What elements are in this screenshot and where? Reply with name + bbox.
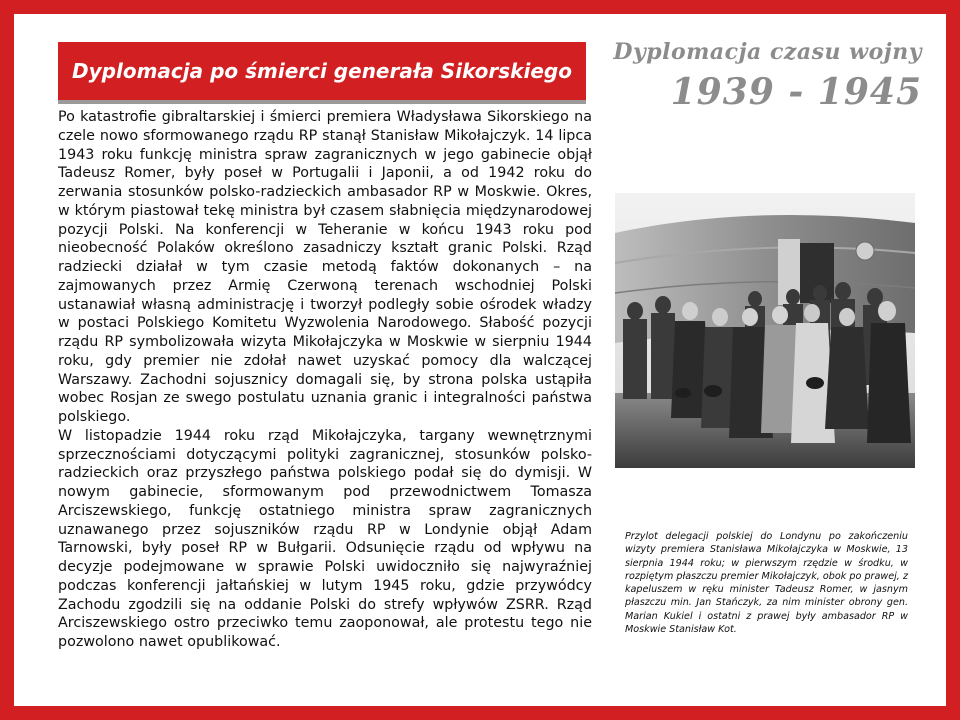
title-shadow xyxy=(58,100,586,104)
body-text xyxy=(58,108,592,652)
body-paragraph-1: Po katastrofie gibraltarskiej i śmierci premiera Władysława Sikorskiego na czele nowo sformowanego rządu RP stanął Stanisław Mikołajczyk. 14 lipca 1943 roku funkcję ministra spraw zagranicznych w jego gabinecie objął Tadeusz Romer, były poseł w Portugalii i Japonii, a od 1942 roku do zerwania stosunków polsko-radzieckich ambasador RP w Moskwie. Okres, w którym piastował tekę ministra był czasem słabnięcia międzynarodowej pozycji Polski. Na konferencji w Teheranie w końcu 1943 roku pod nieobecność Polaków określono zasadniczy kształt granic Polski. Rząd radziecki działał w tym czasie metodą faktów dokonanych – na zajmowanych przez Armię Czerwoną terenach wschodniej Polski ustanawiał własną administrację i tworzył podległy sobie ośrodek władzy w postaci Polskiego Komitetu Wyzwolenia Narodowego. Słabość pozycji rządu RP symbolizowała wizyta Mikołajczyka w Moskwie w sierpniu 1944 roku, gdy premier nie zdołał nawet uzyskać pomocy dla walczącej Warszawy. Zachodni sojusznicy domagali się, by strona polska ustąpiła wobec Rosjan ze swego postulatu uznania granic i integralności państwa polskiego. xyxy=(58,109,592,425)
slide-title: Dyplomacja po śmierci generała Sikorskiego xyxy=(58,42,586,100)
series-name: Dyplomacja czasu wojny xyxy=(613,39,922,65)
photo-caption: Przylot delegacji polskiej do Londynu po zakończeniu wizyty premiera Stanisława Mikołajczyka w Moskwie, 13 sierpnia 1944 roku; w pierwszym rzędzie w środku, w rozpiętym płaszczu premier Mikołajczyk, obok po prawej, z kapeluszem w ręku minister Tadeusz Romer, w jasnym płaszczu min. Jan Stańczyk, za nim minister obrony gen. Marian Kukiel i ostatni z prawej były ambasador RP w Moskwie Stanisław Kot. xyxy=(625,531,908,636)
series-years: 1939 - 1945 xyxy=(670,71,922,113)
photo-illustration xyxy=(615,193,915,468)
series-header xyxy=(613,38,922,114)
body-paragraph-2: W listopadzie 1944 roku rząd Mikołajczyka, targany wewnętrznymi sprzecznościami dotyczącymi polityki zagranicznej, stosunków polsko-radzieckich oraz przyszłego państwa polskiego podał się do dymisji. W nowym gabinecie, sformowanym pod przewodnictwem Tomasza Arciszewskiego, funkcję ostatniego ministra spraw zagranicznych uznawanego przez sojuszników rządu RP w Londynie objął Adam Tarnowski, były poseł RP w Bułgarii. Odsunięcie rządu od wpływu na decyzje podejmowane w sprawie Polski uwidoczniło się najwyraźniej podczas konferencji jałtańskiej w lutym 1945 roku, gdzie przywódcy Zachodu zgodzili się na oddanie Polski do strefy wpływów ZSRR. Rząd Arciszewskiego ostro przeciwko temu zaoponował, ale protestu tego nie pozwolono nawet opublikować. xyxy=(58,427,592,650)
historical-photo xyxy=(615,193,915,468)
